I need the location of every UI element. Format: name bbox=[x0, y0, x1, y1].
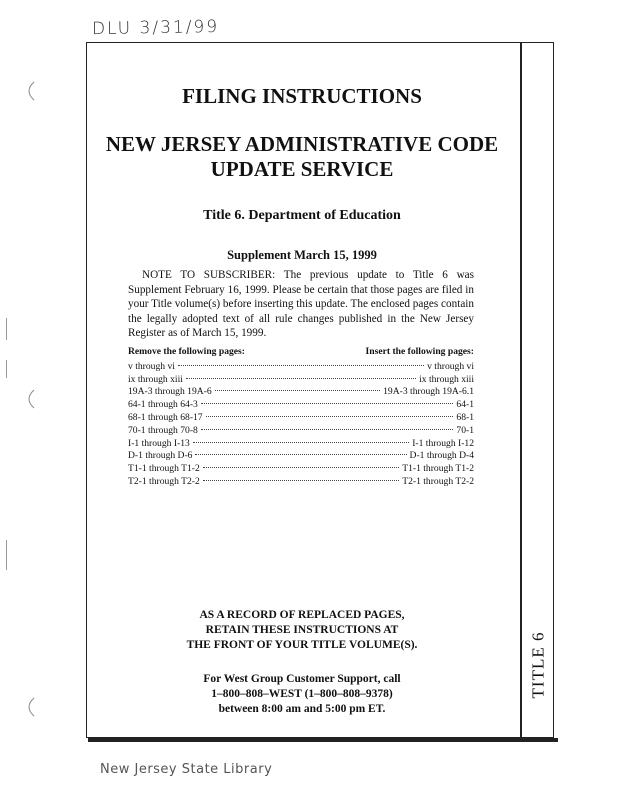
department-heading: Title 6. Department of Education bbox=[203, 208, 401, 223]
support-phone: 1–800–808–WEST (1–800–808–9378) bbox=[211, 688, 393, 700]
insert-pages: 70-1 bbox=[456, 424, 474, 436]
table-row bbox=[128, 476, 474, 489]
support-line-1: For West Group Customer Support, call bbox=[203, 673, 401, 685]
title-tab bbox=[522, 610, 554, 720]
record-notice-line-2: RETAIN THESE INSTRUCTIONS AT bbox=[205, 624, 399, 636]
title-tab-label: TITLE 6 bbox=[528, 631, 548, 699]
table-row bbox=[128, 412, 474, 425]
support-hours: between 8:00 am and 5:00 pm ET. bbox=[218, 703, 386, 715]
insert-pages: v through vi bbox=[427, 360, 474, 372]
table-row bbox=[128, 425, 474, 438]
insert-pages: 19A-3 through 19A-6.1 bbox=[383, 386, 474, 398]
table-row bbox=[128, 374, 474, 387]
table-header bbox=[128, 346, 474, 359]
table-row bbox=[128, 361, 474, 374]
remove-pages: 70-1 through 70-8 bbox=[128, 424, 198, 436]
supplement-date: Supplement March 15, 1999 bbox=[227, 248, 377, 262]
insert-pages: I-1 through I-12 bbox=[412, 437, 474, 449]
remove-pages: 68-1 through 68-17 bbox=[128, 411, 203, 423]
insert-pages: 64-1 bbox=[456, 399, 474, 411]
dot-leader bbox=[215, 390, 380, 391]
table-row bbox=[128, 438, 474, 451]
scan-edge-mark bbox=[6, 318, 7, 340]
dot-leader bbox=[203, 467, 399, 468]
page-border-shadow bbox=[88, 738, 558, 742]
insert-pages: T2-1 through T2-2 bbox=[402, 475, 474, 487]
remove-pages: D-1 through D-6 bbox=[128, 450, 193, 462]
remove-pages: T2-1 through T2-2 bbox=[128, 475, 200, 487]
insert-pages: 68-1 bbox=[456, 411, 474, 423]
subscriber-note: NOTE TO SUBSCRIBER: The previous update to Title 6 was Supplement February 16, 1999. Please be certain that those pages are filed in your Title volume(s) before inserting this update. The enclosed pages contain the legally adopted text of all rule changes published in the New Jersey Register as of March 15, 1999. bbox=[128, 269, 474, 339]
table-row bbox=[128, 463, 474, 476]
dot-leader bbox=[203, 480, 399, 481]
punch-hole-icon bbox=[22, 80, 40, 102]
insert-pages: D-1 through D-4 bbox=[409, 450, 474, 462]
remove-pages: 64-1 through 64-3 bbox=[128, 399, 198, 411]
page-subtitle bbox=[100, 132, 504, 182]
page-title: FILING INSTRUCTIONS bbox=[182, 84, 422, 108]
dot-leader bbox=[206, 416, 454, 417]
dot-leader bbox=[178, 365, 424, 366]
punch-hole-icon bbox=[22, 388, 40, 410]
dot-leader bbox=[195, 454, 406, 455]
record-notice-line-3: THE FRONT OF YOUR TITLE VOLUME(S). bbox=[186, 639, 418, 651]
insert-pages: ix through xiii bbox=[419, 373, 474, 385]
insert-pages: T1-1 through T1-2 bbox=[402, 463, 474, 475]
instruction-sheet bbox=[100, 42, 504, 732]
dot-leader bbox=[201, 429, 454, 430]
remove-pages: 19A-3 through 19A-6 bbox=[128, 386, 212, 398]
dot-leader bbox=[201, 403, 454, 404]
handwritten-annotation: DLU 3/31/99 bbox=[91, 16, 220, 40]
remove-pages: I-1 through I-13 bbox=[128, 437, 190, 449]
punch-hole-icon bbox=[22, 696, 40, 718]
table-row bbox=[128, 450, 474, 463]
dot-leader bbox=[193, 442, 409, 443]
record-notice bbox=[100, 608, 504, 653]
remove-header: Remove the following pages: bbox=[128, 346, 245, 357]
remove-pages: v through vi bbox=[128, 360, 175, 372]
record-notice-line-1: AS A RECORD OF REPLACED PAGES, bbox=[199, 609, 405, 621]
remove-pages: ix through xiii bbox=[128, 373, 183, 385]
insert-header: Insert the following pages: bbox=[365, 346, 474, 357]
page-replacement-table bbox=[128, 346, 474, 489]
customer-support bbox=[100, 672, 504, 717]
table-row bbox=[128, 399, 474, 412]
scan-edge-mark bbox=[6, 360, 7, 378]
subtitle-line-2: UPDATE SERVICE bbox=[210, 157, 394, 181]
dot-leader bbox=[186, 378, 416, 379]
scan-edge-mark bbox=[6, 540, 7, 570]
subtitle-line-1: NEW JERSEY ADMINISTRATIVE CODE bbox=[105, 132, 499, 156]
table-row bbox=[128, 386, 474, 399]
remove-pages: T1-1 through T1-2 bbox=[128, 463, 200, 475]
library-stamp: New Jersey State Library bbox=[100, 762, 273, 777]
